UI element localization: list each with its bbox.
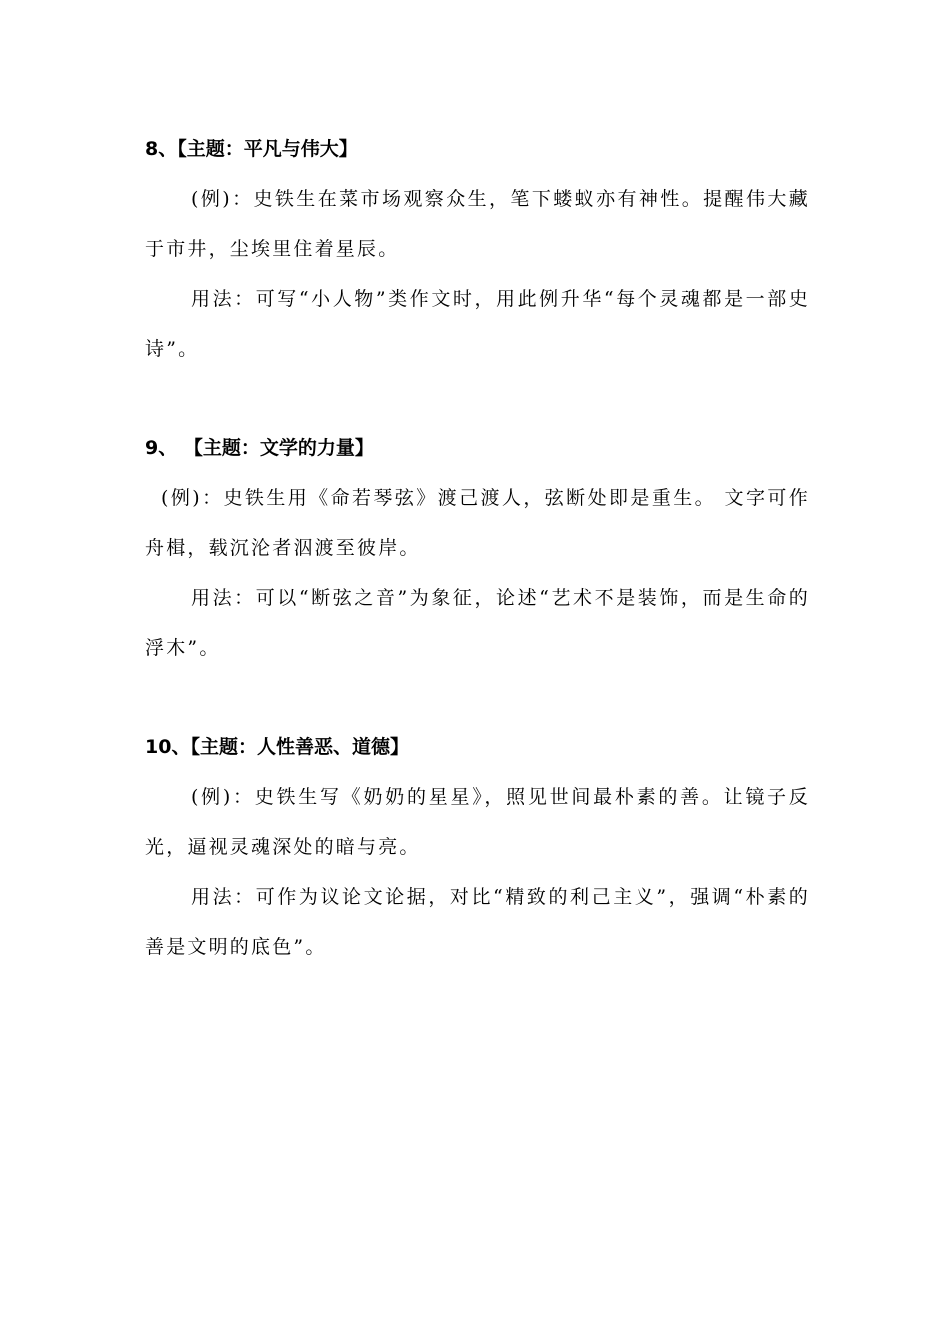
- usage-paragraph: 用法：可以“断弦之音”为象征，论述“艺术不是装饰，而是生命的浮木”。: [145, 587, 810, 659]
- example-paragraph: (例)：史铁生在菜市场观察众生，笔下蝼蚁亦有神性。提醒伟大藏于市井，尘埃里住着星辰。: [145, 188, 810, 260]
- section-heading: 8、【主题：平凡与伟大】: [145, 138, 358, 160]
- theme-section-9: [145, 436, 810, 673]
- usage-paragraph: 用法：可写“小人物”类作文时，用此例升华“每个灵魂都是一部史诗”。: [145, 288, 810, 360]
- theme-section-10: [145, 735, 810, 972]
- section-heading: 9、 【主题：文学的力量】: [145, 437, 374, 459]
- theme-section-8: [145, 137, 810, 374]
- example-paragraph: (例)：史铁生写《奶奶的星星》，照见世间最朴素的善。让镜子反光，逼视灵魂深处的暗与亮。: [145, 786, 810, 858]
- example-paragraph: (例)：史铁生用《命若琴弦》渡己渡人，弦断处即是重生。 文字可作舟楫，载沉沦者泅渡至彼岸。: [145, 487, 810, 559]
- section-heading: 10、【主题：人性善恶、道德】: [145, 736, 409, 758]
- usage-paragraph: 用法：可作为议论文论据，对比“精致的利己主义”，强调“朴素的善是文明的底色”。: [145, 886, 810, 958]
